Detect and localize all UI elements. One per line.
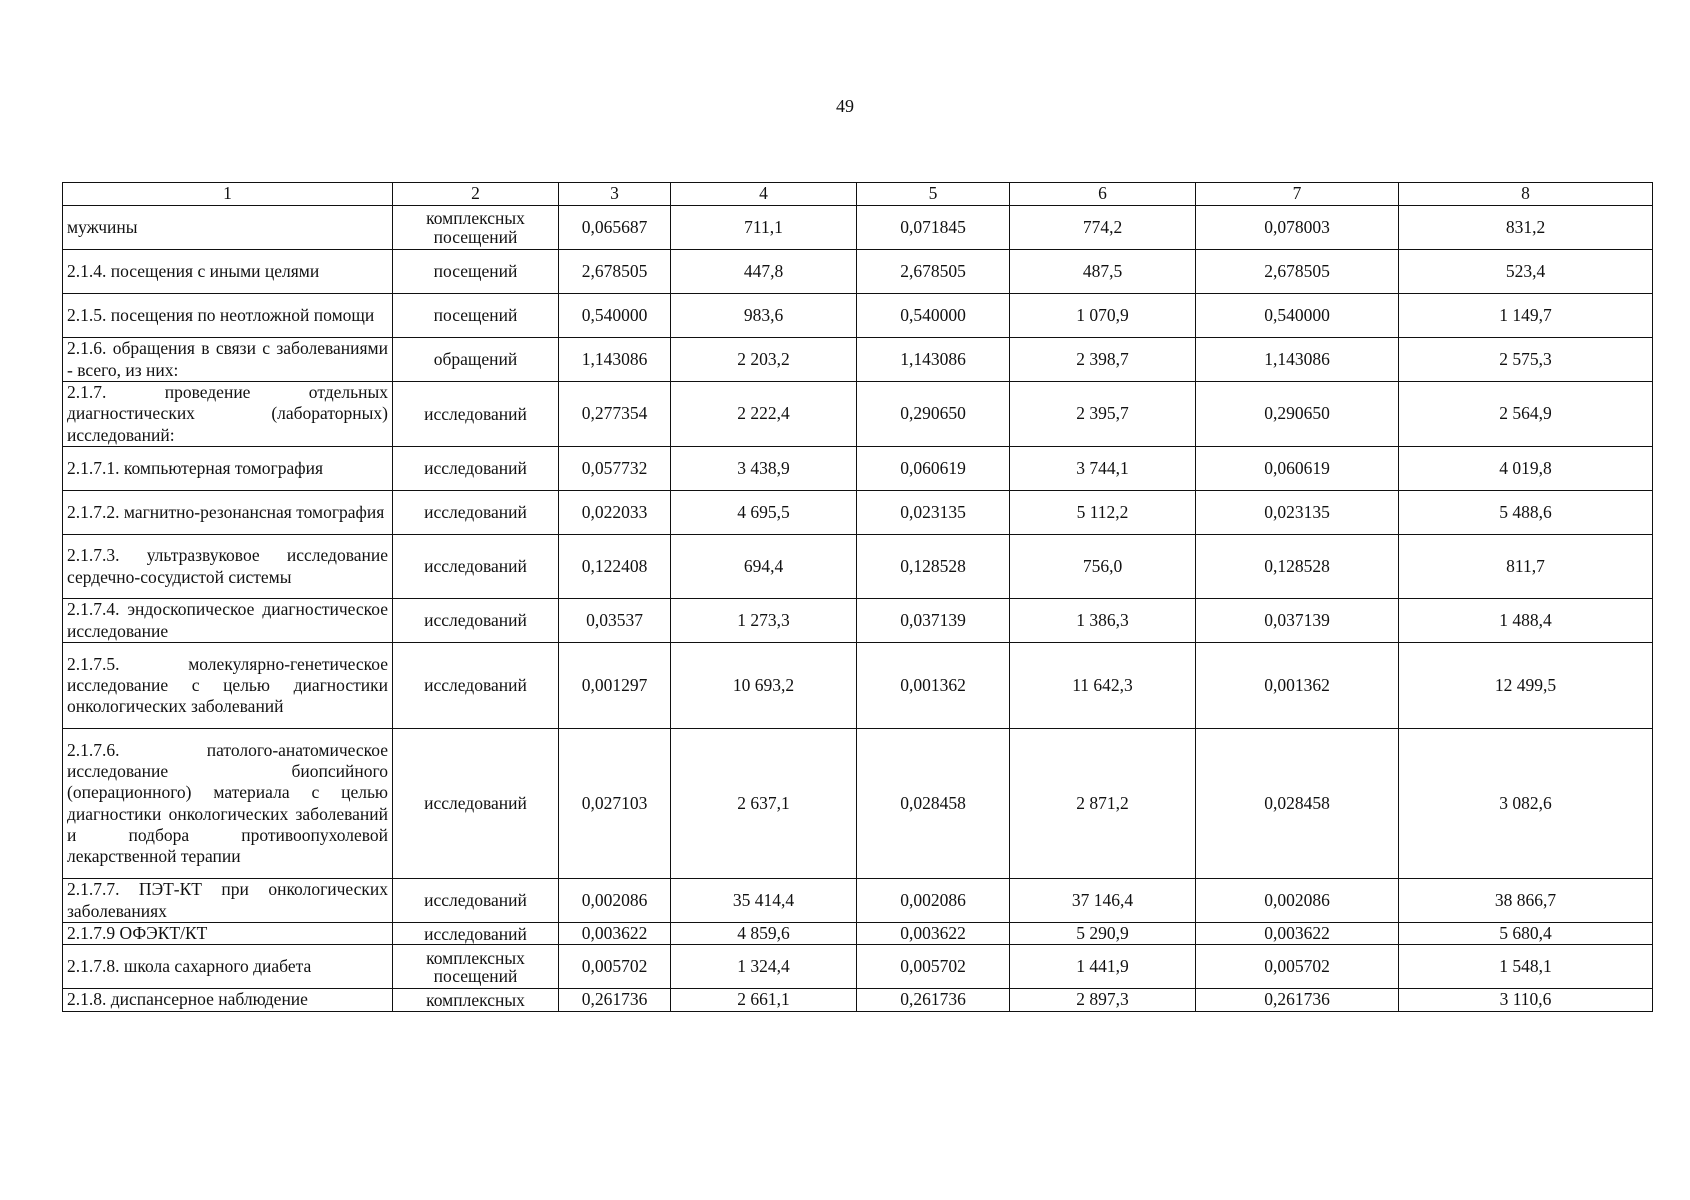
value-cell: 2,678505 bbox=[1196, 250, 1399, 294]
row-label: 2.1.7.9 ОФЭКТ/КТ bbox=[63, 923, 393, 945]
row-label: 2.1.7.6. патолого-анатомическое исследование биопсийного (операционного) материала с целью диагностики онкологических заболеваний и подбора противоопухолевой лекарственной терапии bbox=[63, 729, 393, 879]
row-label: 2.1.7.7. ПЭТ-КТ при онкологических заболеваниях bbox=[63, 879, 393, 923]
row-label: 2.1.8. диспансерное наблюдение bbox=[63, 989, 393, 1011]
value-cell: 0,027103 bbox=[559, 729, 671, 879]
value-cell: 0,071845 bbox=[857, 206, 1010, 250]
row-label: 2.1.5. посещения по неотложной помощи bbox=[63, 294, 393, 338]
row-label: 2.1.7.8. школа сахарного диабета bbox=[63, 945, 393, 989]
table-row bbox=[63, 643, 1653, 729]
value-cell: 0,037139 bbox=[1196, 599, 1399, 643]
value-cell: 5 680,4 bbox=[1399, 923, 1653, 945]
value-cell: 0,001362 bbox=[857, 643, 1010, 729]
value-cell: 0,128528 bbox=[1196, 535, 1399, 599]
value-cell: 2 398,7 bbox=[1010, 338, 1196, 382]
value-cell: 0,261736 bbox=[1196, 989, 1399, 1011]
unit-cell: посещений bbox=[393, 250, 559, 294]
value-cell: 0,060619 bbox=[1196, 447, 1399, 491]
value-cell: 37 146,4 bbox=[1010, 879, 1196, 923]
value-cell: 711,1 bbox=[671, 206, 857, 250]
value-cell: 487,5 bbox=[1010, 250, 1196, 294]
row-label: 2.1.6. обращения в связи с заболеваниями - всего, из них: bbox=[63, 338, 393, 382]
value-cell: 1 548,1 bbox=[1399, 945, 1653, 989]
value-cell: 447,8 bbox=[671, 250, 857, 294]
value-cell: 1 441,9 bbox=[1010, 945, 1196, 989]
unit-cell: комплексных посещений bbox=[393, 945, 559, 989]
value-cell: 2 871,2 bbox=[1010, 729, 1196, 879]
value-cell: 2 203,2 bbox=[671, 338, 857, 382]
value-cell: 0,540000 bbox=[1196, 294, 1399, 338]
value-cell: 1 070,9 bbox=[1010, 294, 1196, 338]
unit-cell: обращений bbox=[393, 338, 559, 382]
value-cell: 10 693,2 bbox=[671, 643, 857, 729]
value-cell: 3 438,9 bbox=[671, 447, 857, 491]
table-row bbox=[63, 535, 1653, 599]
table-row bbox=[63, 447, 1653, 491]
value-cell: 2,678505 bbox=[857, 250, 1010, 294]
value-cell: 2 564,9 bbox=[1399, 382, 1653, 447]
value-cell: 1 273,3 bbox=[671, 599, 857, 643]
unit-cell: исследований bbox=[393, 643, 559, 729]
value-cell: 1,143086 bbox=[1196, 338, 1399, 382]
column-header: 5 bbox=[857, 183, 1010, 206]
value-cell: 0,261736 bbox=[559, 989, 671, 1011]
row-label: 2.1.7.4. эндоскопическое диагностическое исследование bbox=[63, 599, 393, 643]
unit-cell: исследований bbox=[393, 447, 559, 491]
page-number: 49 bbox=[836, 96, 854, 116]
value-cell: 0,003622 bbox=[1196, 923, 1399, 945]
value-cell: 2 222,4 bbox=[671, 382, 857, 447]
value-cell: 0,003622 bbox=[559, 923, 671, 945]
value-cell: 2 897,3 bbox=[1010, 989, 1196, 1011]
table-row bbox=[63, 945, 1653, 989]
table-row bbox=[63, 250, 1653, 294]
table-body bbox=[63, 206, 1653, 1012]
value-cell: 0,540000 bbox=[559, 294, 671, 338]
value-cell: 3 082,6 bbox=[1399, 729, 1653, 879]
value-cell: 0,037139 bbox=[857, 599, 1010, 643]
table-row bbox=[63, 923, 1653, 945]
value-cell: 2 637,1 bbox=[671, 729, 857, 879]
value-cell: 0,540000 bbox=[857, 294, 1010, 338]
unit-cell: исследований bbox=[393, 491, 559, 535]
column-header: 2 bbox=[393, 183, 559, 206]
value-cell: 0,290650 bbox=[1196, 382, 1399, 447]
unit-cell: исследований bbox=[393, 879, 559, 923]
value-cell: 0,001362 bbox=[1196, 643, 1399, 729]
value-cell: 0,023135 bbox=[1196, 491, 1399, 535]
value-cell: 0,002086 bbox=[559, 879, 671, 923]
value-cell: 0,022033 bbox=[559, 491, 671, 535]
unit-cell: посещений bbox=[393, 294, 559, 338]
column-header: 1 bbox=[63, 183, 393, 206]
value-cell: 3 744,1 bbox=[1010, 447, 1196, 491]
value-cell: 1 488,4 bbox=[1399, 599, 1653, 643]
value-cell: 0,078003 bbox=[1196, 206, 1399, 250]
value-cell: 1,143086 bbox=[559, 338, 671, 382]
value-cell: 0,005702 bbox=[1196, 945, 1399, 989]
table-row bbox=[63, 491, 1653, 535]
value-cell: 0,057732 bbox=[559, 447, 671, 491]
value-cell: 1 149,7 bbox=[1399, 294, 1653, 338]
unit-cell: комплексных bbox=[393, 989, 559, 1011]
unit-cell: комплексных посещений bbox=[393, 206, 559, 250]
value-cell: 0,277354 bbox=[559, 382, 671, 447]
value-cell: 0,128528 bbox=[857, 535, 1010, 599]
row-label: 2.1.7.2. магнитно-резонансная томография bbox=[63, 491, 393, 535]
row-label: 2.1.4. посещения с иными целями bbox=[63, 250, 393, 294]
table-row bbox=[63, 729, 1653, 879]
value-cell: 0,023135 bbox=[857, 491, 1010, 535]
value-cell: 0,005702 bbox=[857, 945, 1010, 989]
column-header: 4 bbox=[671, 183, 857, 206]
value-cell: 2 395,7 bbox=[1010, 382, 1196, 447]
column-header: 6 bbox=[1010, 183, 1196, 206]
value-cell: 0,002086 bbox=[1196, 879, 1399, 923]
value-cell: 4 859,6 bbox=[671, 923, 857, 945]
value-cell: 4 019,8 bbox=[1399, 447, 1653, 491]
value-cell: 4 695,5 bbox=[671, 491, 857, 535]
value-cell: 0,060619 bbox=[857, 447, 1010, 491]
column-header: 8 bbox=[1399, 183, 1653, 206]
table-row bbox=[63, 338, 1653, 382]
value-cell: 2,678505 bbox=[559, 250, 671, 294]
value-cell: 523,4 bbox=[1399, 250, 1653, 294]
tariff-table bbox=[62, 182, 1653, 1012]
value-cell: 5 488,6 bbox=[1399, 491, 1653, 535]
value-cell: 0,001297 bbox=[559, 643, 671, 729]
value-cell: 0,290650 bbox=[857, 382, 1010, 447]
value-cell: 0,065687 bbox=[559, 206, 671, 250]
value-cell: 831,2 bbox=[1399, 206, 1653, 250]
table-row bbox=[63, 382, 1653, 447]
column-header: 7 bbox=[1196, 183, 1399, 206]
value-cell: 0,005702 bbox=[559, 945, 671, 989]
value-cell: 983,6 bbox=[671, 294, 857, 338]
row-label: 2.1.7. проведение отдельных диагностических (лабораторных) исследований: bbox=[63, 382, 393, 447]
unit-cell: исследований bbox=[393, 535, 559, 599]
value-cell: 0,003622 bbox=[857, 923, 1010, 945]
table-row bbox=[63, 599, 1653, 643]
value-cell: 1 324,4 bbox=[671, 945, 857, 989]
value-cell: 1,143086 bbox=[857, 338, 1010, 382]
value-cell: 35 414,4 bbox=[671, 879, 857, 923]
value-cell: 1 386,3 bbox=[1010, 599, 1196, 643]
row-label: 2.1.7.5. молекулярно-генетическое исследование с целью диагностики онкологических заболеваний bbox=[63, 643, 393, 729]
value-cell: 2 661,1 bbox=[671, 989, 857, 1011]
row-label: 2.1.7.1. компьютерная томография bbox=[63, 447, 393, 491]
value-cell: 2 575,3 bbox=[1399, 338, 1653, 382]
value-cell: 12 499,5 bbox=[1399, 643, 1653, 729]
header-row bbox=[63, 183, 1653, 206]
table-row bbox=[63, 879, 1653, 923]
value-cell: 11 642,3 bbox=[1010, 643, 1196, 729]
value-cell: 5 112,2 bbox=[1010, 491, 1196, 535]
row-label: мужчины bbox=[63, 206, 393, 250]
table-row bbox=[63, 294, 1653, 338]
value-cell: 0,03537 bbox=[559, 599, 671, 643]
value-cell: 694,4 bbox=[671, 535, 857, 599]
value-cell: 5 290,9 bbox=[1010, 923, 1196, 945]
table-row bbox=[63, 989, 1653, 1011]
value-cell: 38 866,7 bbox=[1399, 879, 1653, 923]
value-cell: 0,028458 bbox=[1196, 729, 1399, 879]
value-cell: 0,261736 bbox=[857, 989, 1010, 1011]
unit-cell: исследований bbox=[393, 382, 559, 447]
column-header: 3 bbox=[559, 183, 671, 206]
value-cell: 756,0 bbox=[1010, 535, 1196, 599]
table-row bbox=[63, 206, 1653, 250]
unit-cell: исследований bbox=[393, 923, 559, 945]
unit-cell: исследований bbox=[393, 729, 559, 879]
value-cell: 3 110,6 bbox=[1399, 989, 1653, 1011]
value-cell: 774,2 bbox=[1010, 206, 1196, 250]
value-cell: 811,7 bbox=[1399, 535, 1653, 599]
value-cell: 0,122408 bbox=[559, 535, 671, 599]
value-cell: 0,002086 bbox=[857, 879, 1010, 923]
row-label: 2.1.7.3. ультразвуковое исследование сердечно-сосудистой системы bbox=[63, 535, 393, 599]
unit-cell: исследований bbox=[393, 599, 559, 643]
value-cell: 0,028458 bbox=[857, 729, 1010, 879]
